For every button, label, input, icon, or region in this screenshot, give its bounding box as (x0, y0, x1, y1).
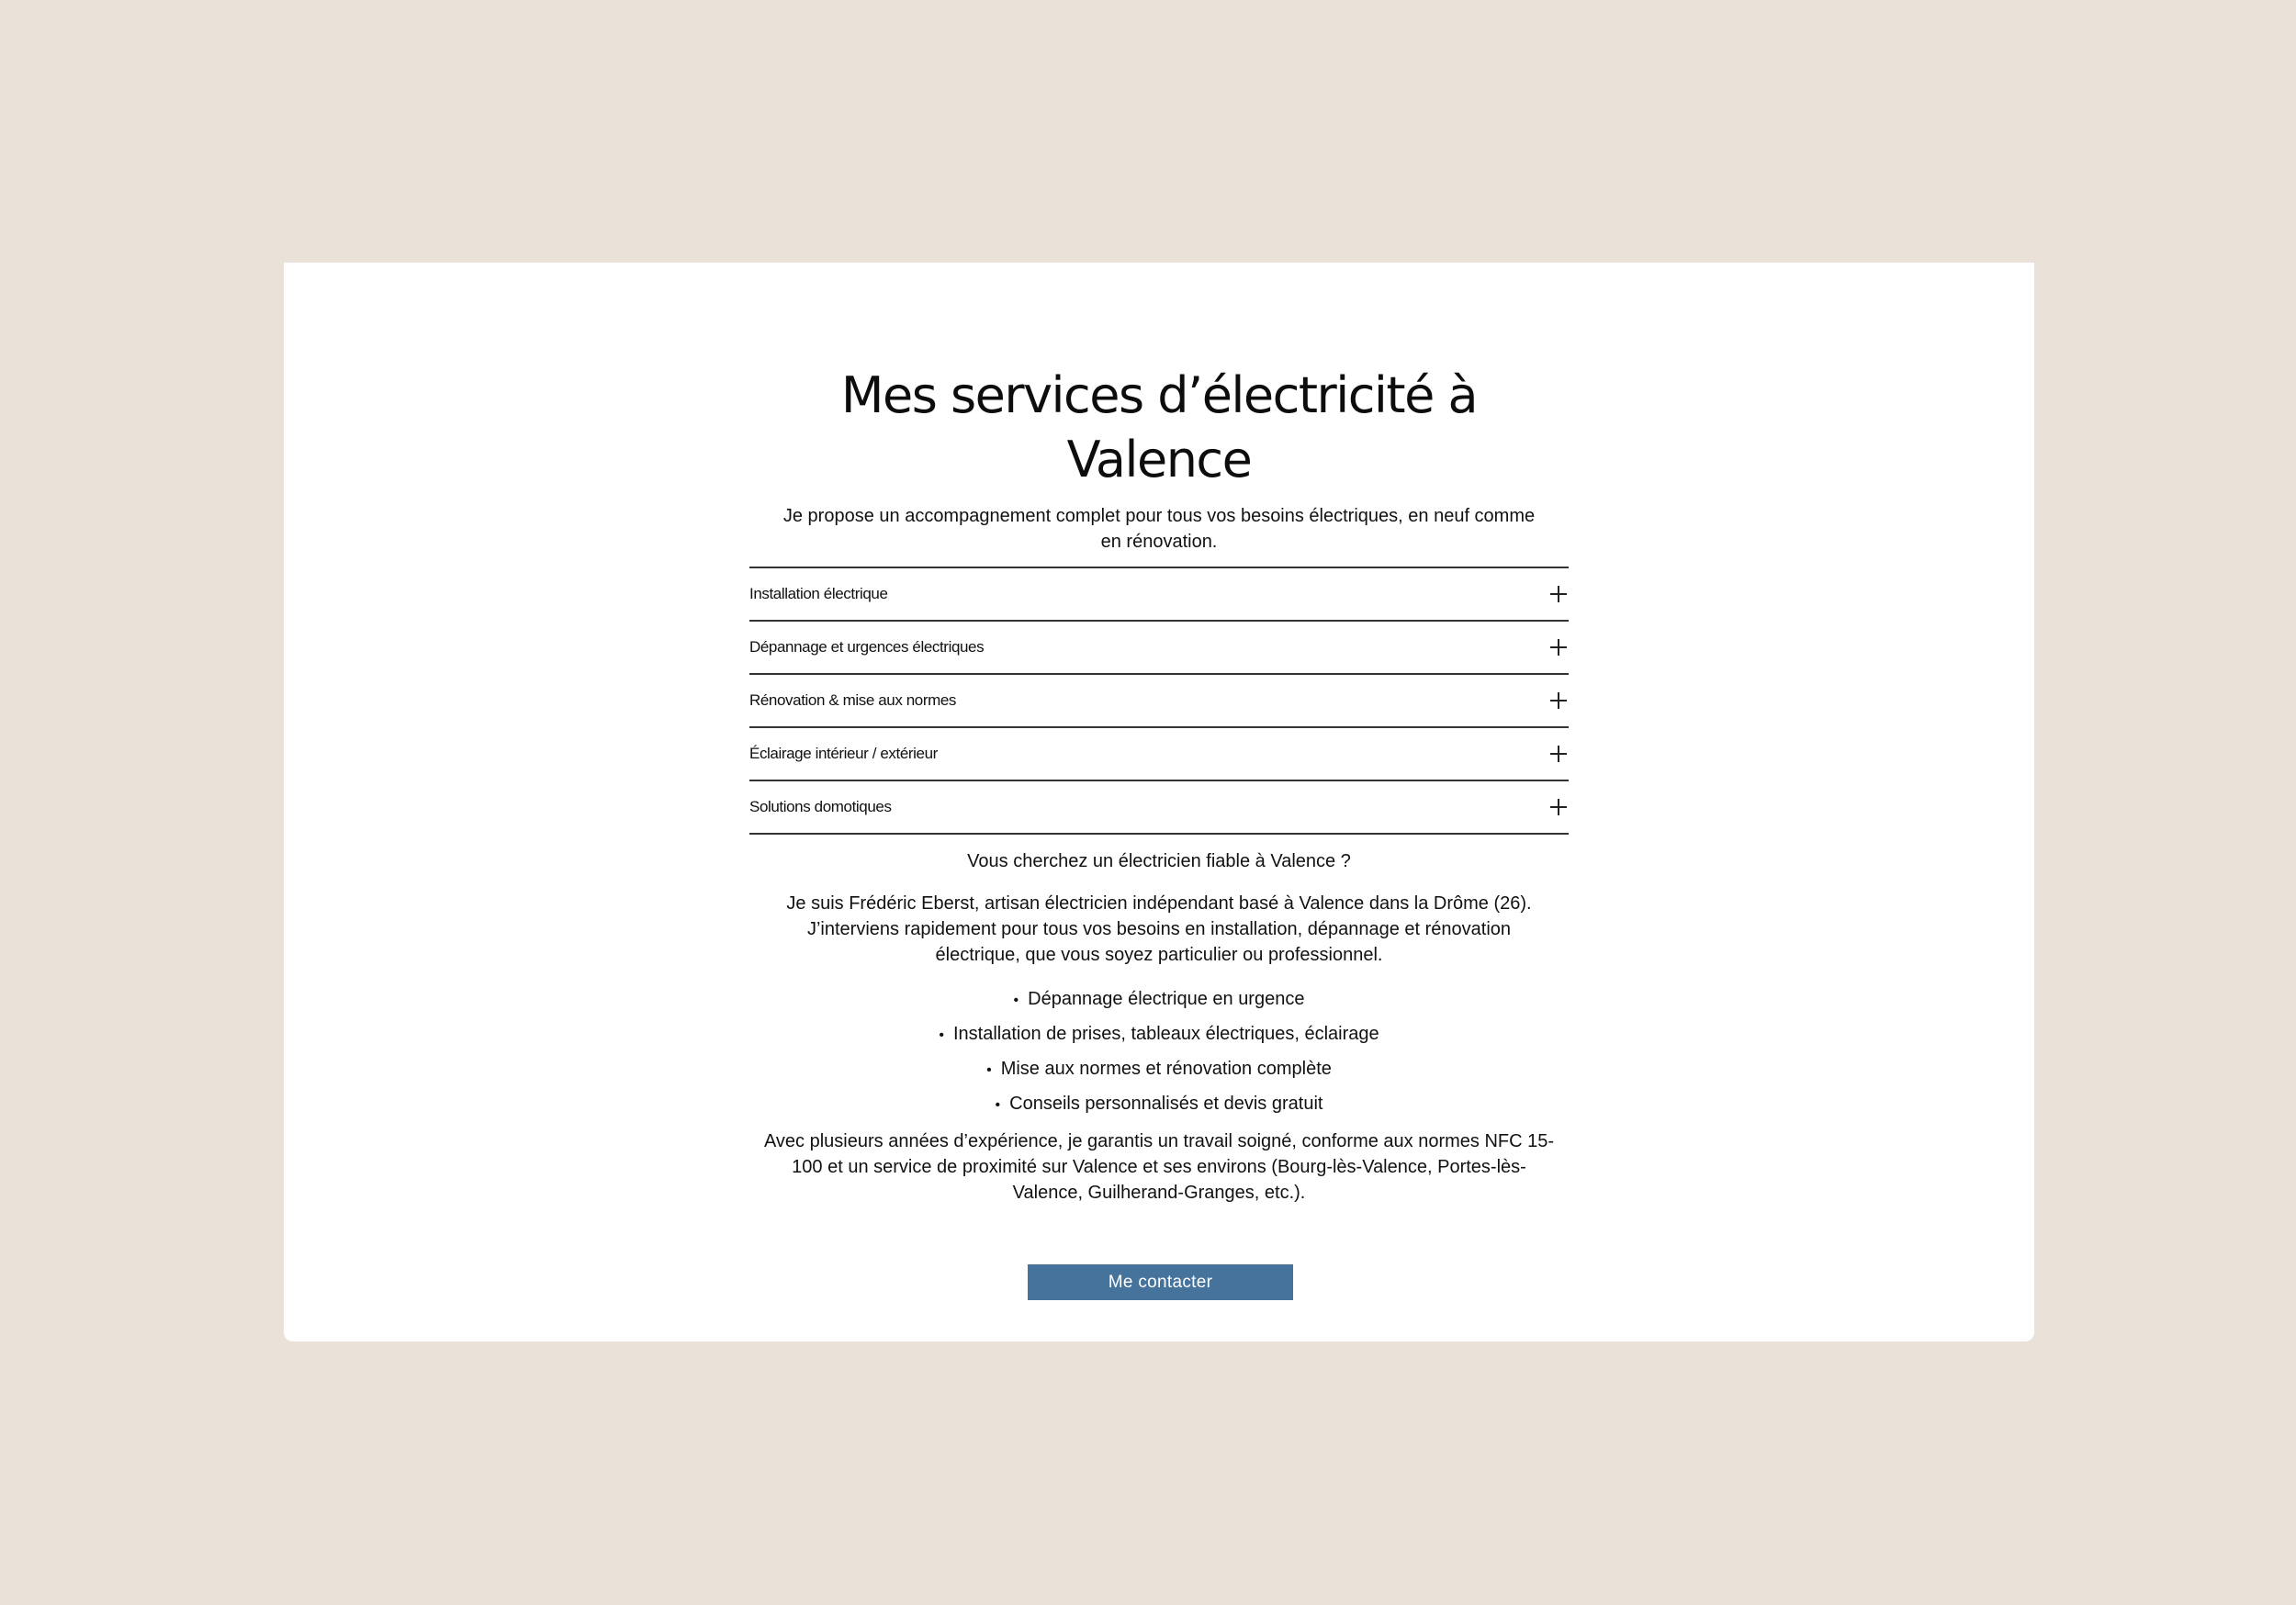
accordion-item-renovation[interactable] (749, 675, 1569, 728)
closing-text (749, 1128, 1569, 1206)
services-bullet-list (749, 982, 1569, 1122)
accordion-item-domotique[interactable] (749, 781, 1569, 835)
intro-line2: en rénovation. (1100, 532, 1218, 552)
page-title-line2: Valence (1066, 431, 1252, 488)
closing-line1: Avec plusieurs années d’expérience, je garantis un travail soigné, conforme aux normes NFC 15- (763, 1131, 1555, 1151)
list-item: • Installation de prises, tableaux électriques, éclairage (749, 1017, 1569, 1052)
accordion-item-label: Dépannage et urgences électriques (749, 638, 985, 656)
plus-icon[interactable] (1550, 746, 1567, 762)
plus-icon[interactable] (1550, 586, 1567, 602)
accordion-item-label: Rénovation & mise aux normes (749, 691, 957, 709)
about-line3: électrique, que vous soyez particulier ou professionnel. (935, 945, 1383, 965)
accordion-item-eclairage[interactable] (749, 728, 1569, 781)
plus-icon[interactable] (1550, 639, 1567, 656)
about-line2: J’interviens rapidement pour tous vos besoins en installation, dépannage et rénovation (806, 919, 1512, 939)
accordion-item-label: Solutions domotiques (749, 798, 892, 815)
plus-icon[interactable] (1550, 799, 1567, 815)
about-line1: Je suis Frédéric Eberst, artisan électricien indépendant basé à Valence dans la Drôme (26). (786, 893, 1532, 914)
list-item: • Mise aux normes et rénovation complète (749, 1052, 1569, 1087)
page-title (749, 364, 1569, 492)
list-item: • Conseils personnalisés et devis gratuit (749, 1087, 1569, 1122)
closing-line2: 100 et un service de proximité sur Valence et ses environs (Bourg-lès-Valence, Portes-lès- (792, 1157, 1526, 1177)
accordion-item-installation[interactable] (749, 568, 1569, 622)
about-text (749, 891, 1569, 968)
services-card (284, 263, 2034, 1341)
intro-line1: Je propose un accompagnement complet pour tous vos besoins électriques, en neuf comme (782, 506, 1536, 526)
about-heading: Vous cherchez un électricien fiable à Valence ? (967, 851, 1351, 871)
list-item: • Dépannage électrique en urgence (749, 982, 1569, 1017)
contact-button[interactable]: Me contacter (1028, 1264, 1293, 1300)
intro-text (749, 503, 1569, 555)
accordion-item-depannage[interactable] (749, 622, 1569, 675)
services-accordion (749, 567, 1569, 835)
accordion-item-label: Installation électrique (749, 585, 888, 602)
page-title-line1: Mes services d’électricité à (840, 366, 1478, 424)
closing-line3: Valence, Guilherand-Granges, etc.). (1012, 1183, 1306, 1203)
plus-icon[interactable] (1550, 692, 1567, 709)
accordion-item-label: Éclairage intérieur / extérieur (749, 745, 938, 762)
